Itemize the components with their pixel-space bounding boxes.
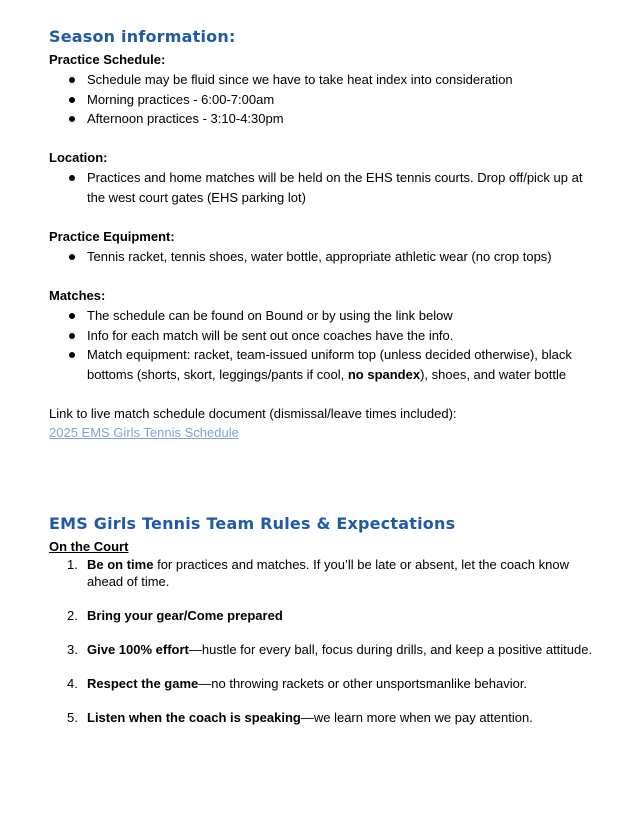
no-spandex-emphasis: no spandex [347, 366, 421, 382]
bullet-icon [69, 254, 75, 260]
schedule-link-row [49, 423, 589, 443]
matches-label: Matches: [49, 288, 106, 303]
list-item: Practices and home matches will be held on the EHS tennis courts. Drop off/pick up at the west court gates (EHS parking lot) [49, 168, 589, 207]
practice-schedule-label: Practice Schedule: [49, 52, 166, 67]
schedule-link[interactable]: 2025 EMS Girls Tennis Schedule [49, 425, 239, 440]
bullet-icon [69, 175, 75, 181]
link-intro-text: Link to live match schedule document (dismissal/leave times included): [49, 406, 457, 421]
season-heading: Season information: [49, 27, 236, 46]
location-list [49, 168, 589, 207]
equipment-list [49, 247, 589, 267]
bullet-icon [69, 333, 75, 339]
list-item: Match equipment: racket, team-issued uniform top (unless decided otherwise), black bottoms (shorts, skort, leggings/pants if cool, no spandex), shoes, and water bottle [49, 345, 589, 384]
rules-list [49, 556, 594, 743]
list-item: The schedule can be found on Bound or by using the link below [49, 306, 589, 326]
rule-item-1: 1. Be on time for practices and matches. If you’ll be late or absent, let the coach know ahead of time. [67, 557, 569, 589]
on-the-court-subheading: On the Court [49, 539, 129, 554]
matches-list [49, 306, 589, 384]
location-label: Location: [49, 150, 108, 165]
list-item: Schedule may be fluid since we have to take heat index into consideration [49, 70, 589, 90]
list-item: Afternoon practices - 3:10-4:30pm [49, 109, 589, 129]
bullet-icon [69, 352, 75, 358]
bullet-icon [69, 313, 75, 319]
bullet-icon [69, 77, 75, 83]
rule-item-4: 4. Respect the game—no throwing rackets or other unsportsmanlike behavior. [67, 676, 528, 691]
equipment-label: Practice Equipment: [49, 229, 175, 244]
rule-item-2: 2. Bring your gear/Come prepared [67, 608, 283, 623]
bullet-icon [69, 97, 75, 103]
practice-schedule-list [49, 70, 589, 129]
rule-item-3: 3. Give 100% effort—hustle for every ball, focus during drills, and keep a positive attitude. [67, 642, 593, 657]
list-item: Info for each match will be sent out once coaches have the info. [49, 326, 589, 346]
list-item: Tennis racket, tennis shoes, water bottle, appropriate athletic wear (no crop tops) [49, 247, 589, 267]
rule-item-5: 5. Listen when the coach is speaking—we learn more when we pay attention. [67, 710, 533, 725]
list-item: Morning practices - 6:00-7:00am [49, 90, 589, 110]
bullet-icon [69, 116, 75, 122]
rules-heading: EMS Girls Tennis Team Rules & Expectations [49, 514, 456, 533]
